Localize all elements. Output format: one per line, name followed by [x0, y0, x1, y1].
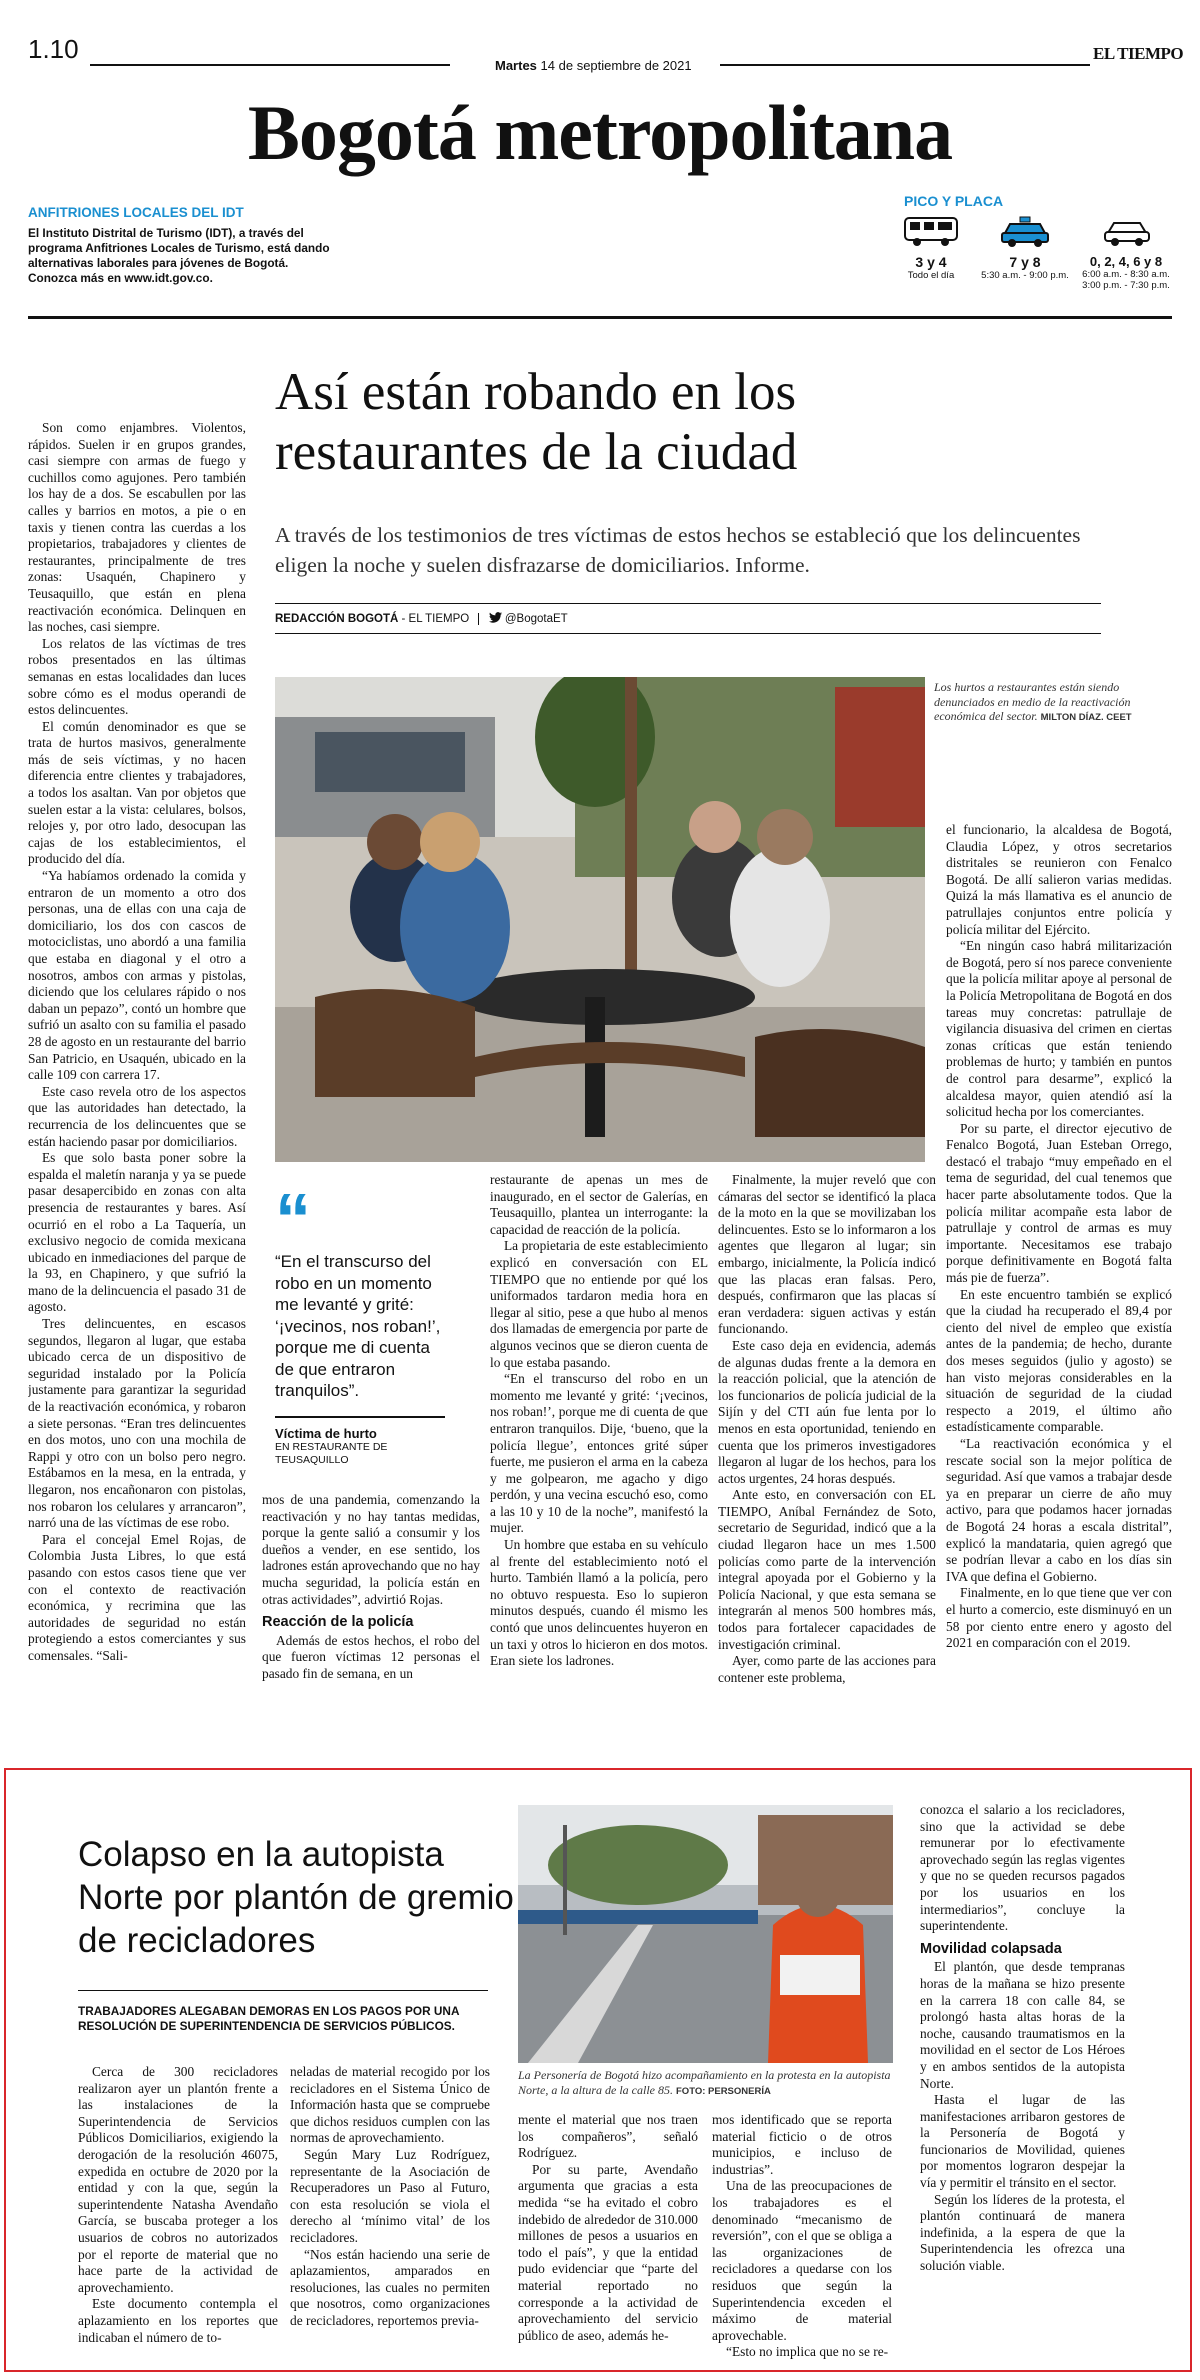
- paragraph: mente el material que nos traen los compañeros”, señaló Rodríguez.: [518, 2112, 698, 2161]
- article2-column-3: [518, 2112, 698, 2360]
- promo-title: ANFITRIONES LOCALES DEL IDT: [28, 205, 244, 220]
- protest-photo: [518, 1805, 893, 2063]
- paragraph: La propietaria de este establecimiento explicó en conversación con EL TIEMPO que no entiende por qué los uniformados tardaron media hora en llegar al sitio, pese a que hubo al menos dos llamadas de emergencia por parte de algunos vecinos que se dieron cuenta de lo que estaba pasando.: [490, 1238, 708, 1370]
- section-title: Bogotá metropolitana: [247, 89, 953, 176]
- byline-rule-bottom: [275, 633, 1101, 634]
- restaurant-photo-image: [275, 677, 925, 1162]
- paragraph: En este encuentro también se explicó que la ciudad ha recuperado el 89,4 por ciento del nivel de empleo que existía antes de la pandemia; de hecho, durante dos meses seguidos (julio y agosto) se han visto mejoras considerables en la situación de seguridad de la ciudad respecto a 2019, el último año estadísticamente comparable.: [946, 1286, 1172, 1435]
- paragraph: Los relatos de las víctimas de tres robos presentados en las últimas semanas en estas localidades dan luces sobre cómo es el modus operandi de estos delincuentes.: [28, 635, 246, 718]
- page-number: 1.10: [28, 34, 79, 64]
- article1-headline: Así están robando en los restaurantes de la ciudad: [275, 363, 798, 481]
- paragraph: Es que solo basta poner sobre la espalda el maletín naranja y ya se puede pasar desapercibido en zonas con alta presencia de restaurantes y bares. Así ocurrió en el robo a La Taquería, un exclusivo negocio de comida mexicana ubicado en inmediaciones del parque de la 93, en Chapinero, y que sufrió la mano de la delincuencia el pasado 31 de agosto.: [28, 1150, 246, 1315]
- paragraph: mos identificado que se reporta material ficticio o de otros municipios, e incluso de industrias”.: [712, 2112, 892, 2177]
- paragraph: Este caso deja en evidencia, además de algunas dudas frente a la demora en la reacción policial, que la atención de los funcionarios de policía judicial de la Sijín y del CTI aún fue lenta por lo menos en esta oportunidad, teniendo en cuenta que los primeros investigadores llegaron al lugar de los hechos, para los actos urgentes, 24 horas después.: [718, 1337, 936, 1486]
- article2-column-4: [712, 2112, 892, 2360]
- article2-headline: Colapso en la autopista Norte por plantón de gremio de recicladores: [78, 1835, 514, 1960]
- subhead: Reacción de la policía: [262, 1614, 414, 1631]
- paragraph: Según Mary Luz Rodríguez, representante de la Asociación de Recuperadores un Paso al Futuro, con esta resolución se viola el derecho al ‘mínimo vital’ de los recicladores.: [290, 2146, 490, 2245]
- byline-outlet: - EL TIEMPO: [398, 613, 470, 626]
- paragraph: mos de una pandemia, comenzando la reactivación y no hay tantas medidas, porque la gente salió a consumir y los dueños a vender, en ese sentido, los ladrones están aprovechando que no hay mucha seguridad, la policía están en otras actividades”, advirtió Rojas.: [262, 1492, 480, 1607]
- paragraph: “La reactivación económica y el rescate social son la mejor política de seguridad. Así que vamos a trabajar desde ya en preparar un cierre de año muy activo, para que podamos hacer jornadas de Bogotá 24 horas a escala distrital”, explicó la mandataria, quien agregó que se podrían llevar a cabo en los días sin IVA que defina el Gobierno.: [946, 1435, 1172, 1584]
- bus-schedule: Todo el día: [907, 270, 955, 281]
- paragraph: Por su parte, el director ejecutivo de Fenalco Bogotá, Juan Esteban Orrego, destacó el trabajo “muy empeñado en el tema de seguridad, del cual tenemos que hacer parte absolutamente todos. Que la policía militar acompañe esta labor de patrullaje y control de armas es muy importante. Necesitamos ese trabajo porque definitivamente en Bogotá falta más pie de fuerza”.: [946, 1120, 1172, 1286]
- byline-name: REDACCIÓN BOGOTÁ: [275, 613, 399, 626]
- article1-column-5: [946, 822, 1172, 1762]
- bus-icon: [903, 215, 959, 249]
- bus-digits: 3 y 4: [915, 254, 947, 270]
- pull-quote: [275, 1180, 445, 1467]
- paragraph: conozca el salario a los recicladores, sino que la actividad se debe remunerar por lo efectivamente aprovechado según las reglas vigentes y que no se queden recursos pagados por los usuarios en los intermediarios”, concluye la superintendente.: [920, 1802, 1125, 1934]
- caption-text: Los hurtos a restaurantes están siendo denunciados en medio de la reactivación económica del sector.: [934, 680, 1131, 723]
- protest-photo-caption: [518, 2068, 898, 2099]
- paragraph: “Ya habíamos ordenado la comida y entraron de un momento a otro dos personas, una de ellas con una caja de domiciliario, los dos con cascos de motociclistas, uno abordó a una familia que estaba en diagonal y el otro a nosotros, ambos con armas y pistolas, diciendo que los celulares rápido o nos daban un pepazo”, contó un hombre que sufrió un asalto con su familia el pasado 28 de agosto en un restaurante del barrio San Patricio, en Usaquén, ubicado en la calle 109 con carrera 17.: [28, 868, 246, 1083]
- byline-separator: [478, 613, 479, 625]
- car-schedule-evening: 3:00 p.m. - 7:30 p.m.: [1082, 280, 1170, 291]
- pico-placa-bus: [898, 215, 968, 290]
- taxi-schedule: 5:30 a.m. - 9:00 p.m.: [981, 270, 1069, 281]
- protest-photo-image: [518, 1805, 893, 2063]
- quote-author: Víctima de hurto: [275, 1425, 377, 1441]
- article2-column-2: [290, 2064, 490, 2360]
- paragraph: restaurante de apenas un mes de inaugurado, en el sector de Galerías, en Teusaquillo, plantea un interrogante: la capacidad de reacción de la policía.: [490, 1172, 708, 1237]
- header-rule-right: [720, 64, 1090, 66]
- pico-placa-taxi: [980, 215, 1070, 290]
- restaurant-photo-caption: [934, 680, 1134, 726]
- quote-mark-icon: “: [275, 1180, 311, 1260]
- article1-column-3: [490, 1172, 708, 1762]
- car-digits: 0, 2, 4, 6 y 8: [1089, 254, 1163, 269]
- promo-text: El Instituto Distrital de Turismo (IDT), a través del programa Anfitriones Locales de Turismo, está dando alternativas laborales para jóvenes de Bogotá. Conozca más en www.idt.gov.co.: [28, 226, 330, 285]
- article1-column-4: [718, 1172, 936, 1762]
- paragraph: El plantón, que desde tempranas horas de la mañana se hizo presente en la carrera 18 con calle 84, se prolongó hasta altas horas de la noche, causando traumatismos en la movilidad en el sector de Los Héroes y en ambos sentidos de la autopista Norte.: [920, 1959, 1125, 2091]
- quote-author-detail: EN RESTAURANTE DE TEUSAQUILLO: [275, 1440, 388, 1466]
- paragraph: Este documento contempla el aplazamiento en los reportes que indicaban el número de to-: [78, 2296, 278, 2345]
- paragraph: Por su parte, Avendaño argumenta que gracias a esta medida “se ha evitado el cobro indebido de alrededor de 310.000 millones de pesos a usuarios en todo el país”, y que la entidad pudo evidenciar que “parte del material reportado no corresponde a la actividad de aprovechamiento del servicio público de aseo, además he-: [518, 2161, 698, 2343]
- paragraph: Finalmente, en lo que tiene que ver con el hurto a comercio, este disminuyó en un 58 por ciento entre enero y agosto del 2021 en comparación con el 2019.: [946, 1585, 1172, 1651]
- paragraph: Ante esto, en conversación con EL TIEMPO, Aníbal Fernández de Soto, secretario de Seguridad, indicó que a la ciudad llegaron hace un mes 1.500 policías como parte de la intervención integral apoyada por el Gobierno y la Policía Nacional, y que esta semana se integrarán al menos 500 hombres más, todos para fortalecer capacidades de investigación criminal.: [718, 1487, 936, 1652]
- car-schedule-morning: 6:00 a.m. - 8:30 a.m.: [1082, 269, 1170, 280]
- paragraph: “En el transcurso del robo en un momento me levanté y grité: ‘¡vecinos, nos roban!’, porque me di cuenta de que entraron tranquilos. Dije, ‘bueno, que la policía llegue’, entonces grité súper fuerte, me pusieron el arma en la cabeza y me golpearon, me agacho y digo perdón, y una vecina escuchó eso, como a las 10 y 10 de la noche”, manifestó la mujer.: [490, 1371, 708, 1536]
- paragraph: Hasta el lugar de las manifestaciones arribaron gestores de la Personería de Bogotá y funcionarios de Movilidad, quienes por momentos lograron despejar la vía y permitir el tránsito en el sector.: [920, 2092, 1125, 2191]
- taxi-icon: [1000, 215, 1050, 249]
- article1-column-2: [262, 1492, 480, 1762]
- paragraph: Cerca de 300 recicladores realizaron ayer un plantón frente a las instalaciones de la Superintendencia de Servicios Públicos Domiciliarios, exigiendo la derogación de la resolución 46075, expedida en octubre de 2020 por la entidad y con la que, según la superintendente Natasha Avendaño García, se buscaba proteger a los usuarios de cobros no autorizados por el reporte de material que no hace parte de la actividad de aprovechamiento.: [78, 2064, 278, 2295]
- article2-column-1: [78, 2064, 278, 2360]
- date-weekday: Martes: [495, 58, 537, 73]
- paragraph: Para el concejal Emel Rojas, de Colombia Justa Libres, lo que está pasando con estos casos tiene que ver con el contexto de reactivación económica, y recrimina que las autoridades de seguridad no están protegiendo a estos comerciantes y sus comensales. “Sali-: [28, 1531, 246, 1663]
- car-icon: [1102, 215, 1152, 249]
- paragraph: Este caso revela otro de los aspectos que las autoridades han detectado, la recurrencia de los delincuentes que se están haciendo pasar por domiciliarios.: [28, 1083, 246, 1149]
- caption-credit: FOTO: PERSONERÍA: [676, 2085, 771, 2097]
- article2-deck: TRABAJADORES ALEGABAN DEMORAS EN LOS PAGOS POR UNA RESOLUCIÓN DE SUPERINTENDENCIA DE SERVICIOS PÚBLICOS.: [78, 2004, 460, 2033]
- paragraph: Según los líderes de la protesta, el plantón continuará de manera indefinida, a la espera de que la Superintendencia les ofrezca una solución viable.: [920, 2191, 1125, 2274]
- paragraph: Una de las preocupaciones de los trabajadores es el denominado “mecanismo de reversión”, con el que se obliga a las organizaciones de recicladores a quedarse con los residuos que según la Superintendencia exceden el máximo de material aprovechable.: [712, 2178, 892, 2343]
- article1-column-1: [28, 420, 246, 1760]
- paragraph: Además de estos hechos, el robo del que fueron víctimas 12 personas el pasado fin de semana, en un: [262, 1632, 480, 1681]
- twitter-icon[interactable]: [489, 612, 502, 626]
- twitter-handle[interactable]: @BogotaET: [504, 613, 568, 626]
- byline-rule-top: [275, 603, 1101, 604]
- header-bottom-rule: [28, 316, 1172, 319]
- paragraph: “Esto no implica que no se re-: [726, 2344, 889, 2360]
- paragraph: neladas de material recogido por los recicladores en el Sistema Único de Información hasta que se compruebe que dichos residuos cumplen con las normas de aprovechamiento.: [290, 2064, 490, 2146]
- caption-credit: MILTON DÍAZ. CEET: [1040, 712, 1132, 723]
- paragraph: Tres delincuentes, en escasos segundos, llegaron al lugar, que estaba ubicado cerca de un dispositivo de seguridad instalado por la Policía justamente para garantizar la seguridad de la reactivación económica, y robaron a siete personas. “Eran tres delincuentes en dos motos, uno con una mochila de Rappi y otro con un bolso pero negro. Estábamos en la mesa, en la entrada, y llegaron, nos encañonaron con pistolas, nos robaron los celulares y arrancaron”, narró una de las víctimas de ese robo.: [28, 1316, 246, 1531]
- article1-deck: A través de los testimonios de tres víctimas de estos hechos se estableció que los delincuentes eligen la noche y suelen disfrazarse de domiciliarios. Informe.: [275, 523, 1081, 577]
- paragraph: Ayer, como parte de las acciones para contener este problema,: [718, 1653, 936, 1685]
- paragraph: Son como enjambres. Violentos, rápidos. Suelen ir en grupos grandes, casi siempre con armas de fuego y cuchillos como agujones. Pero también los hay de a dos. Se escabullen por las calles y barrios en motos, a pie o en taxis y tienen contra las cuerdas a los propietarios, trabajadores y clientes de restaurantes, principalmente de tres zonas: Usaquén, Chapinero y Teusaquillo, que están en plena reactivación económica. Delinquen en las noches, casi siempre.: [28, 420, 246, 635]
- quote-text: “En el transcurso del robo en un momento me levanté y grité: ‘¡vecinos, nos roban!’, porque me di cuenta de que entraron tranquilos”.: [275, 1252, 441, 1400]
- pico-placa-title: PICO Y PLACA: [904, 193, 1004, 209]
- article2-column-5: [920, 1802, 1125, 2360]
- article2-deck-rule: [78, 1990, 488, 1991]
- paragraph: Un hombre que estaba en su vehículo al frente del establecimiento notó el hurto. También llamó a la policía, pero no obtuvo respuesta. Eso lo supieron minutos después, cuando él mismo les contó que unos delincuentes huyeron en un taxi y otros lo hicieron en dos motos. Eran siete los ladrones.: [490, 1537, 708, 1669]
- article1-byline: [275, 612, 568, 626]
- header-rule-left: [90, 64, 450, 66]
- restaurant-photo: [275, 677, 925, 1162]
- quote-rule: [275, 1416, 445, 1418]
- masthead: EL TIEMPO: [1093, 44, 1184, 63]
- date-text: 14 de septiembre de 2021: [540, 58, 692, 73]
- caption-text: La Personería de Bogotá hizo acompañamiento en la protesta en la autopista Norte, a la altura de la calle 85.: [518, 2068, 891, 2097]
- paragraph: Finalmente, la mujer reveló que con cámaras del sector se identificó la placa de la moto en la que se movilizaban los delincuentes. Esto se lo informaron a los agentes que llegaron al lugar; sin embargo, inicialmente, la Policía indicó que las placas eran falsas. Pero, después, confirmaron que las placas sí eran verdadera: siguen activas y están funcionando.: [718, 1172, 936, 1337]
- paragraph: “Nos están haciendo una serie de aplazamientos, amparados en resoluciones, las cuales no permiten que nosotros, como organizaciones de recicladores, reportemos previa-: [290, 2246, 490, 2328]
- paragraph: el funcionario, la alcaldesa de Bogotá, Claudia López, y otros secretarios distritales se reunieron con Fenalco Bogotá. De allí salieron varias medidas. Quizá la más llamativa es el anuncio de patrullajes conjuntos entre policía y policía militar del Ejército.: [946, 822, 1172, 937]
- paragraph: “En ningún caso habrá militarización de Bogotá, pero sí nos parece conveniente que la policía militar apoye al personal de la Policía Metropolitana de Bogotá en dos tareas muy concretas: patrullaje de vigilancia disuasiva del crimen en ciertas zonas críticas que están teniendo problemas de hurto; y también en puntos de control para desarme”, explicó la alcaldesa mayor, quien atendió así la solicitud hecha por los comerciantes.: [946, 938, 1172, 1120]
- paragraph: El común denominador es que se trata de hurtos masivos, generalmente más de seis víctimas, y no hacen diferencia entre clientes y trabajadores, a todos los asaltan. Van por objetos que suelen estar a la vista: celulares, bolsos, relojes y, por otro lado, desocupan las cajas de los establecimientos, el producido del día.: [28, 718, 246, 867]
- issue-date: [495, 58, 692, 73]
- taxi-digits: 7 y 8: [1009, 254, 1041, 270]
- pico-placa-car: [1080, 215, 1172, 295]
- subhead: Movilidad colapsada: [920, 1940, 1062, 1957]
